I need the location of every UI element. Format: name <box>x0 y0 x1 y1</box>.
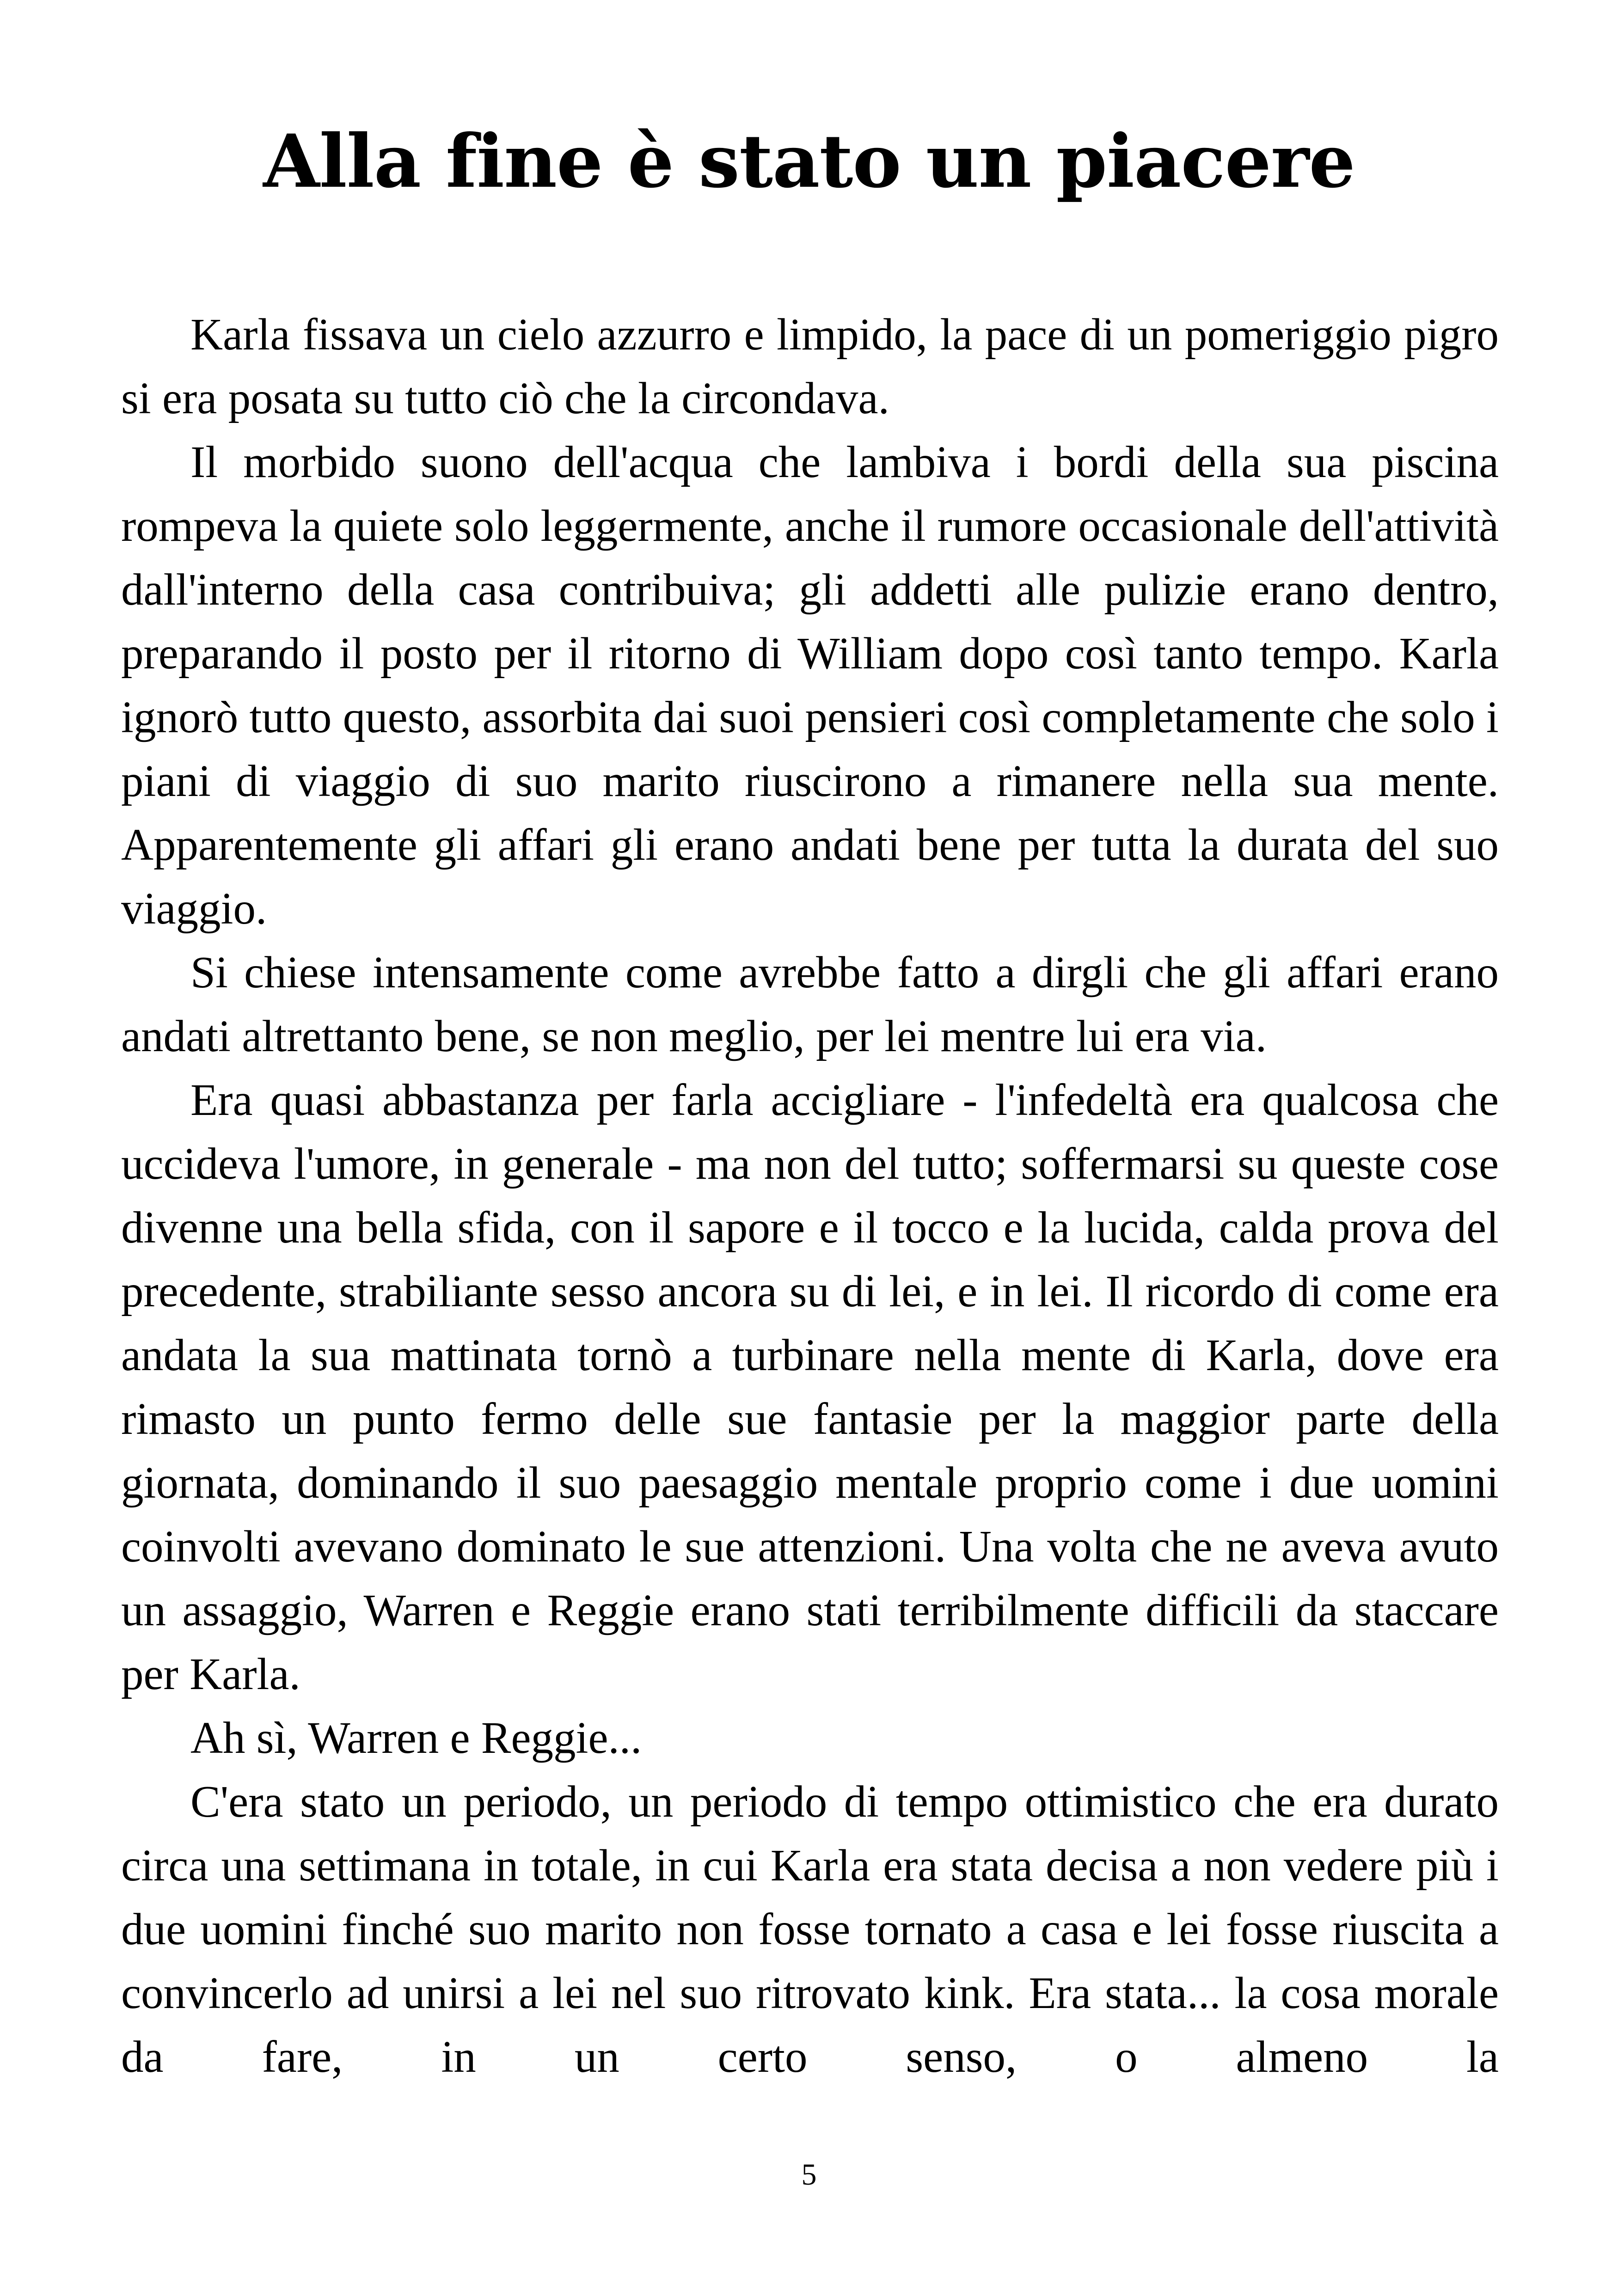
chapter-title: Alla fine è stato un piacere <box>263 119 1355 204</box>
paragraph: C'era stato un periodo, un periodo di tempo ottimistico che era durato circa una settimana in totale, in cui Karla era stata decisa a non vedere più i due uomini finché suo marito non fosse tornato a casa e lei fosse riuscita a convincerlo ad unirsi a lei nel suo ritrovato kink. Era stata... la cosa morale da fare, in un certo senso, o almeno la <box>121 1777 1499 2082</box>
paragraph: Il morbido suono dell'acqua che lambiva i bordi della sua piscina rompeva la quiete solo leggermente, anche il rumore occasionale dell'attività dall'interno della casa contribuiva; gli addetti alle pulizie erano dentro, preparando il posto per il ritorno di William dopo così tanto tempo. Karla ignorò tutto questo, assorbita dai suoi pensieri così completamente che solo i piani di viaggio di suo marito riuscirono a rimanere nella sua mente. Apparentemente gli affari gli erano andati bene per tutta la durata del suo viaggio. <box>121 437 1499 933</box>
paragraph: Ah sì, Warren e Reggie... <box>190 1713 642 1763</box>
paragraph: Karla fissava un cielo azzurro e limpido, la pace di un pomeriggio pigro si era posata su tutto ciò che la circondava. <box>121 310 1499 423</box>
paragraph: Si chiese intensamente come avrebbe fatto a dirgli che gli affari erano andati altrettanto bene, se non meglio, per lei mentre lui era via. <box>121 948 1499 1061</box>
body-text <box>121 303 1499 2089</box>
paragraph: Era quasi abbastanza per farla accigliare - l'infedeltà era qualcosa che uccideva l'umore, in generale - ma non del tutto; soffermarsi su queste cose divenne una bella sfida, con il sapore e il tocco e la lucida, calda prova del precedente, strabiliante sesso ancora su di lei, e in lei. Il ricordo di come era andata la sua mattinata tornò a turbinare nella mente di Karla, dove era rimasto un punto fermo delle sue fantasie per la maggior parte della giornata, dominando il suo paesaggio mentale proprio come i due uomini coinvolti avevano dominato le sue attenzioni. Una volta che ne aveva avuto un assaggio, Warren e Reggie erano stati terribilmente difficili da staccare per Karla. <box>121 1075 1499 1699</box>
page-number: 5 <box>801 2158 817 2192</box>
